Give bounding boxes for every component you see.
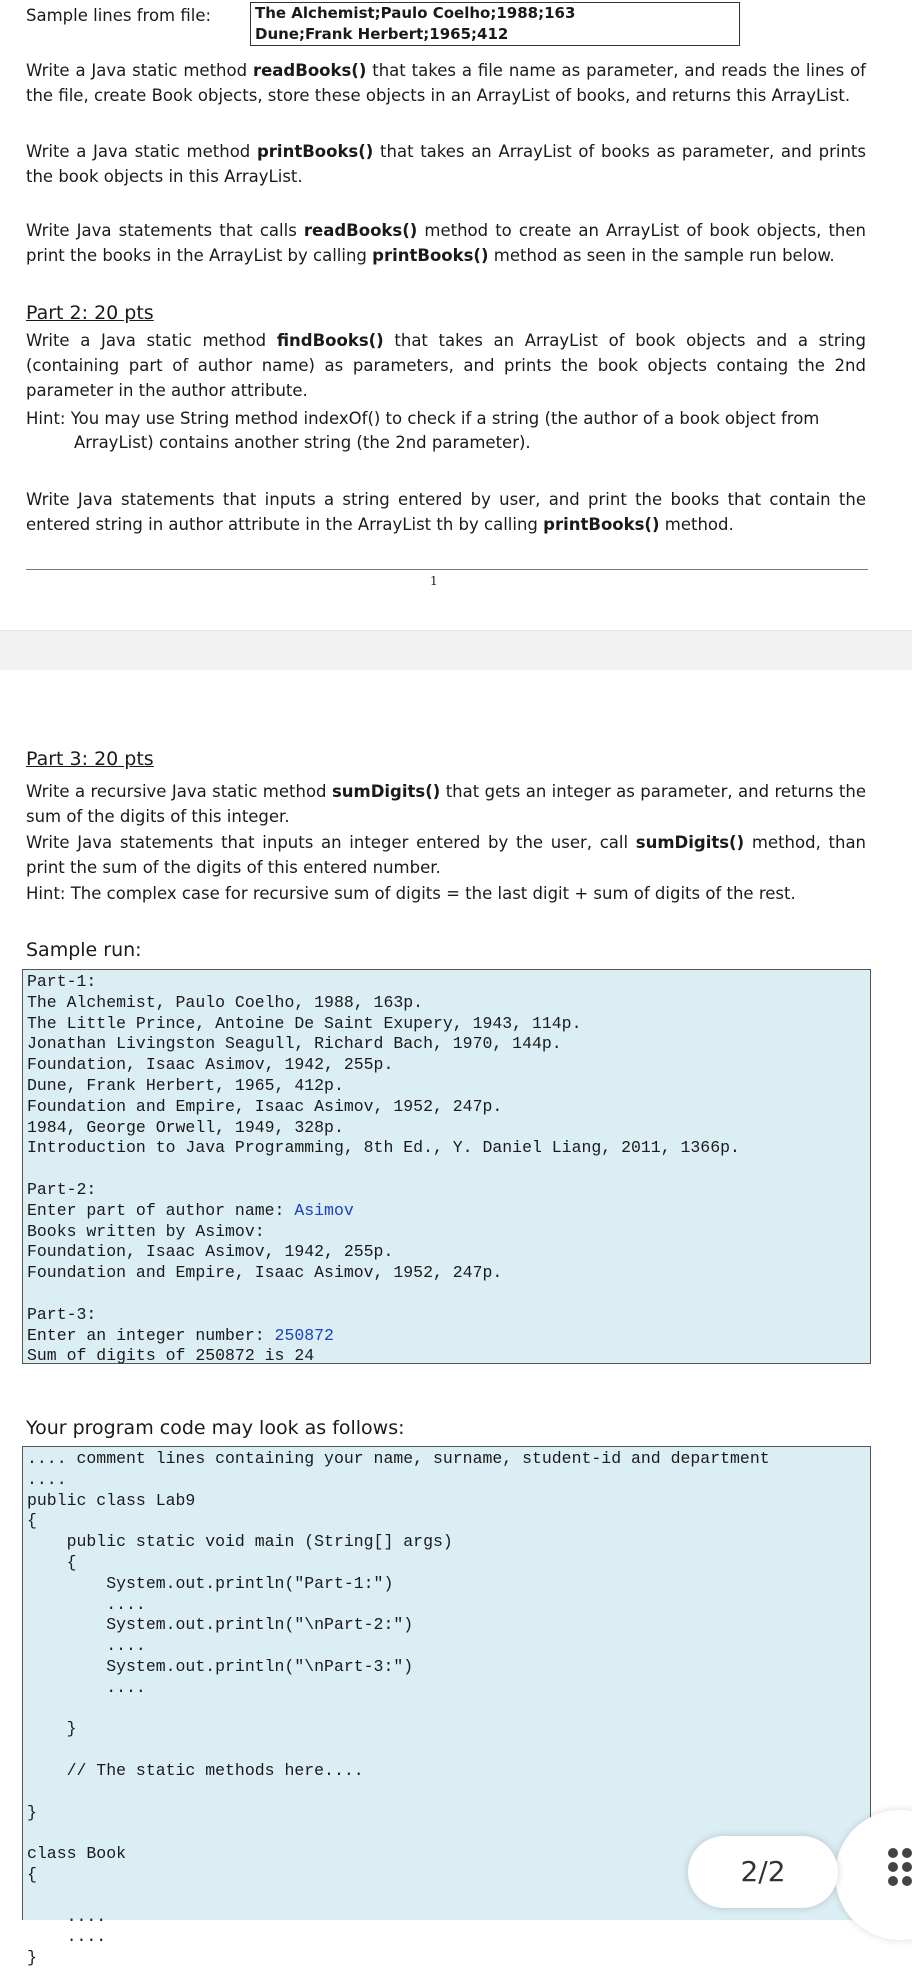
sample-run-label: Part-2: bbox=[27, 1179, 97, 1199]
readbooks-paragraph: Write a Java static method readBooks() that takes a file name as parameter, and reads the lines of the file, create Book objects, store these objects in an ArrayList of books, and returns this ArrayList. bbox=[26, 61, 866, 105]
code-line: { bbox=[27, 1864, 37, 1884]
code-intro: Your program code may look as follows: bbox=[26, 1417, 405, 1439]
code-line: .... bbox=[27, 1927, 107, 1947]
output-line: Foundation and Empire, Isaac Asimov, 1952, 247p. bbox=[27, 1263, 503, 1283]
hint1-line1: Hint: You may use String method indexOf() to check if a string (the author of a book object from bbox=[26, 409, 820, 428]
code-line: } bbox=[27, 1719, 77, 1739]
part2-heading: Part 2: 20 pts bbox=[26, 302, 154, 324]
sample-run-heading: Sample run: bbox=[26, 939, 142, 961]
hint1-line2: ArrayList) contains another string (the 2nd parameter). bbox=[74, 433, 531, 452]
code-line: } bbox=[27, 1948, 37, 1968]
sample-run-box bbox=[22, 969, 871, 1364]
prompt-line: Enter part of author name: Asimov bbox=[27, 1200, 354, 1220]
sample-line: Dune;Frank Herbert;1965;412 bbox=[255, 25, 509, 43]
statements3-paragraph: Write Java statements that inputs an integer entered by the user, call sumDigits() method, than print the sum of the digits of this entered number. bbox=[26, 833, 867, 877]
output-line: 1984, George Orwell, 1949, 328p. bbox=[27, 1117, 344, 1137]
output-line: Introduction to Java Programming, 8th Ed., Y. Daniel Liang, 2011, 1366p. bbox=[27, 1138, 740, 1158]
code-line bbox=[27, 1782, 866, 1803]
hint2-text: Hint: The complex case for recursive sum of digits = the last digit + sum of digits of the rest. bbox=[26, 884, 796, 903]
output-line: Dune, Frank Herbert, 1965, 412p. bbox=[27, 1075, 344, 1095]
code-line: .... bbox=[27, 1594, 146, 1614]
page-gap bbox=[0, 630, 912, 671]
user-input: Asimov bbox=[294, 1200, 354, 1220]
sample-line: The Alchemist;Paulo Coelho;1988;163 bbox=[255, 4, 576, 22]
output-line: Foundation, Isaac Asimov, 1942, 255p. bbox=[27, 1242, 394, 1262]
code-line: .... bbox=[27, 1636, 146, 1656]
user-input: 250872 bbox=[274, 1325, 334, 1345]
code-line: { bbox=[27, 1552, 77, 1572]
prompt-line: Enter an integer number: 250872 bbox=[27, 1325, 334, 1345]
output-line: Jonathan Livingston Seagull, Richard Bach, 1970, 144p. bbox=[27, 1034, 562, 1054]
code-line bbox=[27, 1699, 866, 1720]
sample-run-label: Part-3: bbox=[27, 1304, 97, 1324]
statements2-paragraph: Write Java statements that inputs a string entered by user, and print the books that contain the entered string in author attribute in the ArrayList th by calling printBooks() method. bbox=[26, 490, 866, 534]
code-line: { bbox=[27, 1511, 37, 1531]
footer-rule bbox=[26, 569, 868, 570]
code-line: System.out.println("\nPart-2:") bbox=[27, 1615, 414, 1635]
code-line: // The static methods here.... bbox=[27, 1760, 364, 1780]
output-line: The Alchemist, Paulo Coelho, 1988, 163p. bbox=[27, 992, 424, 1012]
document-page-1 bbox=[0, 0, 912, 630]
code-line bbox=[27, 1740, 866, 1761]
sample-lines-label: Sample lines from file: bbox=[26, 6, 212, 25]
code-line: } bbox=[27, 1802, 37, 1822]
code-line: .... bbox=[27, 1906, 107, 1926]
page-number: 1 bbox=[430, 574, 438, 588]
sample-lines-box bbox=[250, 2, 740, 46]
code-line: public class Lab9 bbox=[27, 1490, 196, 1510]
output-line: Sum of digits of 250872 is 24 bbox=[27, 1346, 315, 1366]
code-line: public static void main (String[] args) bbox=[27, 1532, 453, 1552]
page-indicator[interactable]: 2/2 bbox=[688, 1836, 838, 1908]
statements1-paragraph: Write Java statements that calls readBooks() method to create an ArrayList of book objects, then print the books in the ArrayList by calling printBooks() method as seen in the sample run below. bbox=[26, 221, 867, 265]
output-line: The Little Prince, Antoine De Saint Exupery, 1943, 114p. bbox=[27, 1013, 582, 1033]
output-line: Foundation, Isaac Asimov, 1942, 255p. bbox=[27, 1055, 394, 1075]
sample-run-label: Part-1: bbox=[27, 972, 97, 991]
code-line: class Book bbox=[27, 1844, 127, 1864]
findbooks-paragraph: Write a Java static method findBooks() that takes an ArrayList of book objects and a string (containing part of author name) as parameters, and prints the book objects containg the 2nd parameter in the author attribute. bbox=[26, 331, 866, 400]
code-line: System.out.println("\nPart-3:") bbox=[27, 1656, 414, 1676]
sumdigits-paragraph: Write a recursive Java static method sumDigits() that gets an integer as parameter, and returns the sum of the digits of this integer. bbox=[26, 782, 866, 826]
output-line: Books written by Asimov: bbox=[27, 1221, 265, 1241]
code-line: .... bbox=[27, 1469, 67, 1489]
printbooks-paragraph: Write a Java static method printBooks() that takes an ArrayList of books as parameter, and prints the book objects in this ArrayList. bbox=[26, 142, 866, 186]
code-line: .... bbox=[27, 1677, 146, 1697]
part3-heading: Part 3: 20 pts bbox=[26, 748, 154, 770]
code-line: .... comment lines containing your name, surname, student-id and department bbox=[27, 1449, 770, 1468]
output-line: Foundation and Empire, Isaac Asimov, 1952, 247p. bbox=[27, 1096, 503, 1116]
code-line: System.out.println("Part-1:") bbox=[27, 1573, 394, 1593]
